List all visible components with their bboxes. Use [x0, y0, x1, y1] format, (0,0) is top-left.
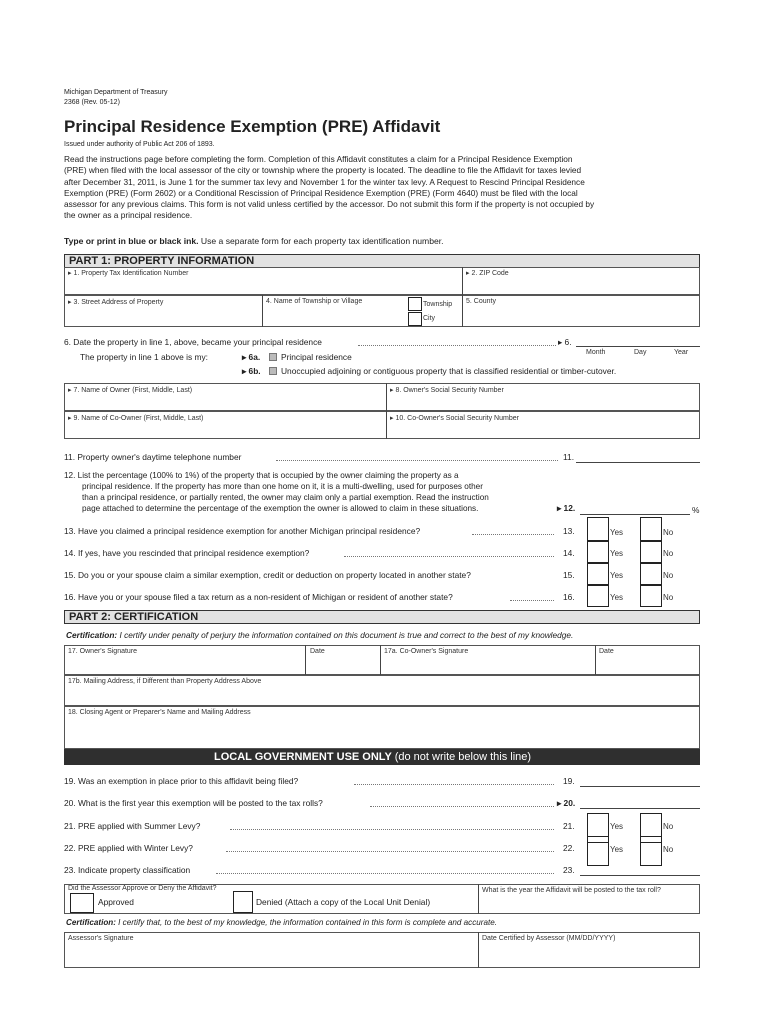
owner-ssn-field[interactable]: ▸ 8. Owner's Social Security Number — [390, 387, 504, 394]
city-label: City — [423, 315, 436, 322]
q16-yes-checkbox[interactable] — [587, 585, 609, 607]
q21-number: 21. — [563, 821, 575, 831]
unoccupied-property-label: Unoccupied adjoining or contiguous property that is classified residential or timber-cutover. — [281, 366, 617, 376]
percentage-input[interactable] — [580, 514, 690, 515]
tax-id-field[interactable]: ▸ 1. Property Tax Identification Number — [68, 270, 189, 277]
closing-agent-label: 18. Closing Agent or Preparer's Name and Mailing Address — [68, 709, 251, 716]
owner-signature-field[interactable]: 17. Owner's Signature — [68, 648, 138, 655]
assessor-certification — [66, 918, 497, 927]
yes-label: Yes — [610, 822, 624, 831]
county-field[interactable]: 5. County — [466, 298, 496, 305]
denied-label: Denied (Attach a copy of the Local Unit Denial) — [256, 897, 431, 907]
ink-note-text: Use a separate form for each property tax identification number. — [198, 236, 444, 246]
day-label: Day — [634, 349, 647, 356]
q11-number: 11. — [563, 452, 575, 462]
percent-sign: % — [692, 505, 700, 515]
authority-note: Issued under authority of Public Act 206 of 1893. — [64, 141, 215, 148]
q19-input[interactable] — [580, 786, 700, 787]
q22-number: 22. — [563, 843, 575, 853]
yes-label: Yes — [610, 845, 624, 854]
yes-label: Yes — [610, 528, 624, 537]
form-number: 2368 (Rev. 05-12) — [64, 99, 120, 106]
part2-header: PART 2: CERTIFICATION — [64, 610, 700, 624]
township-checkbox[interactable] — [408, 297, 422, 311]
q6a-number: ▸ 6a. — [242, 352, 261, 362]
q13-number: 13. — [563, 526, 575, 536]
owner-certification — [66, 630, 573, 640]
q16-text: 16. Have you or your spouse filed a tax return as a non-resident of Michigan or resident of another state? — [64, 592, 453, 602]
co-owner-signature-field[interactable]: 17a. Co-Owner's Signature — [384, 648, 469, 655]
no-label: No — [663, 593, 674, 602]
q23-text: 23. Indicate property classification — [64, 865, 191, 875]
certification-text: I certify under penalty of perjury the information contained on this document is true and correct to the best of my knowledge. — [117, 630, 574, 640]
instructions-line: Read the instructions page before completing the form. Completion of this Affidavit constitutes a claim for a Principal Residence Exemption — [64, 154, 573, 164]
q22-yes-checkbox[interactable] — [587, 836, 609, 866]
instructions-paragraph — [64, 154, 704, 222]
q13-text: 13. Have you claimed a principal residence exemption for another Michigan principal residence? — [64, 526, 421, 536]
q16-no-checkbox[interactable] — [640, 585, 662, 607]
co-owner-ssn-field[interactable]: ▸ 10. Co-Owner's Social Security Number — [390, 415, 519, 422]
q13-no-checkbox[interactable] — [640, 517, 662, 541]
q6-text: 6. Date the property in line 1, above, became your principal residence — [64, 337, 322, 347]
approved-label: Approved — [98, 897, 134, 907]
department-name: Michigan Department of Treasury — [64, 89, 168, 96]
yes-label: Yes — [610, 571, 624, 580]
owner-name-field[interactable]: ▸ 7. Name of Owner (First, Middle, Last) — [68, 387, 193, 394]
year-label: Year — [674, 349, 689, 356]
part1-header: PART 1: PROPERTY INFORMATION — [64, 254, 700, 268]
local-government-header — [64, 749, 700, 765]
q13-yes-checkbox[interactable] — [587, 517, 609, 541]
no-label: No — [663, 822, 674, 831]
q6b-number: ▸ 6b. — [242, 366, 261, 376]
q20-input[interactable] — [580, 808, 700, 809]
certification-bold: Certification: — [66, 630, 118, 640]
q14-text: 14. If yes, have you rescinded that principal residence exemption? — [64, 548, 310, 558]
assessor-signature-field[interactable]: Assessor's Signature — [68, 935, 134, 942]
month-label: Month — [586, 349, 606, 356]
co-owner-signature-date[interactable]: Date — [599, 648, 614, 655]
tax-roll-year-field[interactable]: What is the year the Affidavit will be posted to the tax roll? — [482, 887, 661, 894]
approved-checkbox[interactable] — [70, 893, 94, 913]
no-label: No — [663, 571, 674, 580]
township-name-field[interactable]: 4. Name of Township or Village — [266, 298, 363, 305]
property-is-my-label: The property in line 1 above is my: — [80, 352, 209, 362]
no-label: No — [663, 528, 674, 537]
q12-line: 12. List the percentage (100% to 1%) of the property that is occupied by the owner claiming the property as a — [64, 471, 459, 480]
q12-number: ▸ 12. — [557, 503, 576, 513]
q12-line: than a principal residence, or partially rented, the owner may claim only a partial exemption. Read the instruction — [82, 493, 489, 502]
q14-no-checkbox[interactable] — [640, 541, 662, 563]
date-certified-field[interactable]: Date Certified by Assessor (MM/DD/YYYY) — [482, 935, 616, 942]
phone-input[interactable] — [576, 462, 700, 463]
q19-text: 19. Was an exemption in place prior to this affidavit being filed? — [64, 776, 299, 786]
q23-number: 23. — [563, 865, 575, 875]
instructions-line: Exemption (PRE) (Form 2602) or a Conditional Rescission of Principal Residence Exemption (PRE) (Form 4640) must be filed with the local — [64, 187, 578, 198]
q16-number: 16. — [563, 592, 575, 602]
instructions-line: (PRE) when filed with the local assessor of the city or township where the property is located. The deadline to file the Affidavit for taxes levied — [64, 165, 582, 176]
q14-yes-checkbox[interactable] — [587, 541, 609, 563]
q12-line: page attached to determine the percentage of the exemption the owner is allowed to claim in these situations. — [82, 504, 479, 513]
co-owner-name-field[interactable]: ▸ 9. Name of Co-Owner (First, Middle, Last) — [68, 415, 204, 422]
q6-number: ▸ 6. — [558, 337, 572, 347]
q15-number: 15. — [563, 570, 575, 580]
yes-label: Yes — [610, 549, 624, 558]
q15-no-checkbox[interactable] — [640, 563, 662, 585]
instructions-line: after December 31, 2011, is June 1 for the summer tax levy and November 1 for the winter tax levy. A Request to Rescind Principal Residence — [64, 176, 585, 187]
local-government-title: LOCAL GOVERNMENT USE ONLY — [214, 751, 392, 763]
principal-residence-checkbox[interactable] — [269, 353, 277, 361]
q22-no-checkbox[interactable] — [640, 836, 662, 866]
ink-note-bold: Type or print in blue or black ink. — [64, 236, 199, 246]
q15-yes-checkbox[interactable] — [587, 563, 609, 585]
local-government-subtitle: (do not write below this line) — [394, 751, 532, 763]
q20-number: ▸ 20. — [557, 798, 576, 808]
street-address-field[interactable]: ▸ 3. Street Address of Property — [68, 299, 164, 306]
q20-text: 20. What is the first year this exemption will be posted to the tax rolls? — [64, 798, 323, 808]
q6-date-input[interactable] — [576, 346, 700, 347]
q23-input[interactable] — [580, 875, 700, 876]
denied-checkbox[interactable] — [233, 891, 253, 913]
q12-text — [64, 470, 564, 514]
mailing-address-label: 17b. Mailing Address, if Different than Property Address Above — [68, 678, 262, 685]
no-label: No — [663, 845, 674, 854]
q15-text: 15. Do you or your spouse claim a similar exemption, credit or deduction on property located in another state? — [64, 570, 471, 580]
owner-signature-date[interactable]: Date — [310, 648, 325, 655]
principal-residence-label: Principal residence — [281, 352, 352, 362]
yes-label: Yes — [610, 593, 624, 602]
q12-line: principal residence. If the property has more than one home on it, it is a multi-dwelling, used for purposes other — [82, 482, 483, 491]
assessor-certification-text: I certify that, to the best of my knowledge, the information contained in this form is complete and accurate. — [115, 918, 497, 927]
assessor-certification-bold: Certification: — [66, 918, 116, 927]
ink-note — [64, 236, 444, 246]
q21-text: 21. PRE applied with Summer Levy? — [64, 821, 201, 831]
city-checkbox[interactable] — [408, 312, 422, 326]
assessor-decision-label: Did the Assessor Approve or Deny the Affidavit? — [68, 885, 217, 892]
q19-number: 19. — [563, 776, 575, 786]
q14-number: 14. — [563, 548, 575, 558]
form-title: Principal Residence Exemption (PRE) Affidavit — [64, 117, 441, 136]
instructions-line: assessor for any previous claims. This form is not valid unless certified by the accessor. Do not submit this form if the property is not occupied by — [64, 199, 595, 210]
q11-text: 11. Property owner's daytime telephone number — [64, 452, 242, 462]
township-label: Township — [423, 301, 453, 308]
zip-code-field[interactable]: ▸ 2. ZIP Code — [466, 270, 509, 277]
unoccupied-property-checkbox[interactable] — [269, 367, 277, 375]
no-label: No — [663, 549, 674, 558]
q22-text: 22. PRE applied with Winter Levy? — [64, 843, 193, 853]
instructions-line: the owner as a principal residence. — [64, 210, 193, 221]
